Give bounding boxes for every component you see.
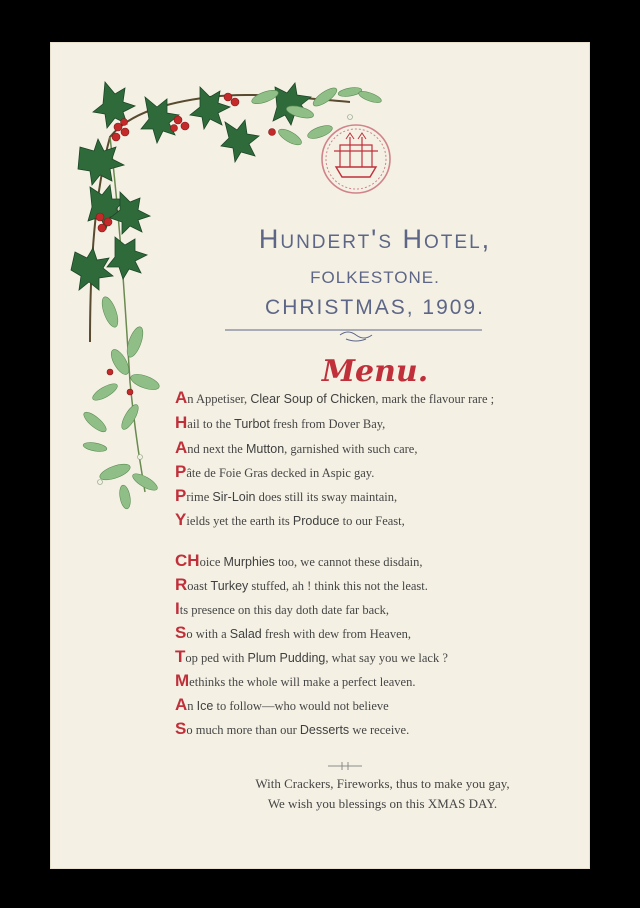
poem-line xyxy=(175,623,575,643)
poem-text: to follow—who would not believe xyxy=(213,699,389,713)
dish-name: Sir-Loin xyxy=(212,490,256,504)
poem-text: o with a xyxy=(186,627,230,641)
poem-text: ethinks the whole will make a perfect leaven. xyxy=(189,675,416,689)
ship-seal-icon xyxy=(322,125,390,193)
poem-text: , what say you we lack ? xyxy=(325,651,448,665)
poem-line xyxy=(175,486,575,506)
dish-name: Turbot xyxy=(234,417,270,431)
acrostic-initial: M xyxy=(175,671,190,690)
acrostic-initial: R xyxy=(175,575,188,594)
acrostic-initial: H xyxy=(175,413,188,432)
poem-text: stuffed, ah ! think this not the least. xyxy=(248,579,428,593)
menu-card xyxy=(50,42,590,869)
poem-line xyxy=(175,599,575,619)
poem-text: o much more than our xyxy=(186,723,300,737)
acrostic-initial: S xyxy=(175,719,187,738)
poem-text: ields yet the earth its xyxy=(186,514,293,528)
acrostic-initial: P xyxy=(175,462,187,481)
event-date: CHRISTMAS, 1909. xyxy=(265,296,485,319)
poem-text: , mark the flavour rare ; xyxy=(375,392,495,406)
closing-line: We wish you blessings on this XMAS DAY. xyxy=(267,796,498,811)
acrostic-initial: CH xyxy=(175,551,200,570)
acrostic-initial: S xyxy=(175,623,187,642)
acrostic-initial: A xyxy=(175,695,188,714)
dish-name: Mutton xyxy=(245,442,285,456)
poem-line xyxy=(175,510,575,530)
poem-text: ail to the xyxy=(187,417,235,431)
poem-line xyxy=(175,438,575,458)
poem-line xyxy=(175,413,575,433)
poem-text: n Appetiser, xyxy=(187,392,251,406)
poem-line xyxy=(175,647,575,667)
poem-line xyxy=(175,671,575,691)
hotel-town: FOLKESTONE. xyxy=(310,268,440,287)
poem-line xyxy=(175,695,575,715)
hotel-name: Hundert's Hotel, xyxy=(258,224,492,254)
acrostic-initial: A xyxy=(175,438,188,457)
poem-text: too, we cannot these disdain, xyxy=(274,555,423,569)
poem-text: rime xyxy=(186,490,213,504)
acrostic-initial: Y xyxy=(175,510,187,529)
poem-text: ts presence on this day doth date far back, xyxy=(179,603,390,617)
poem-text: , garnished with such care, xyxy=(284,442,418,456)
poem-text: we receive. xyxy=(349,723,410,737)
dish-name: Clear Soup of Chicken xyxy=(250,392,376,406)
dish-name: Salad xyxy=(229,627,262,641)
closing-line: With Crackers, Fireworks, thus to make you gay, xyxy=(255,776,510,791)
poem-text: oast xyxy=(187,579,211,593)
poem-text: fresh from Dover Bay, xyxy=(269,417,386,431)
poem-text: to our Feast, xyxy=(339,514,405,528)
poem-text: n xyxy=(187,699,197,713)
dish-name: Turkey xyxy=(210,579,249,593)
acrostic-initial: A xyxy=(175,388,188,407)
dish-name: Plum Pudding xyxy=(247,651,326,665)
poem-line xyxy=(175,551,575,571)
acrostic-initial: P xyxy=(175,486,187,505)
acrostic-initial: I xyxy=(175,599,180,618)
poem-line xyxy=(175,388,575,408)
poem-text: op ped with xyxy=(185,651,248,665)
poem-text: âte de Foie Gras decked in Aspic gay. xyxy=(186,466,375,480)
dish-name: Ice xyxy=(196,699,214,713)
poem-text: fresh with dew from Heaven, xyxy=(261,627,411,641)
poem-line xyxy=(175,462,575,482)
dish-name: Desserts xyxy=(299,723,350,737)
menu-heading: Menu. xyxy=(321,354,429,389)
poem-line xyxy=(175,575,575,595)
poem-line xyxy=(175,719,575,739)
closing-divider xyxy=(328,762,362,770)
scroll-flourish-icon xyxy=(225,330,482,341)
poem-text: does still its sway maintain, xyxy=(255,490,398,504)
acrostic-initial: T xyxy=(175,647,186,666)
poem-text: oice xyxy=(199,555,224,569)
dish-name: Produce xyxy=(292,514,340,528)
dish-name: Murphies xyxy=(223,555,275,569)
poem-text: nd next the xyxy=(187,442,246,456)
